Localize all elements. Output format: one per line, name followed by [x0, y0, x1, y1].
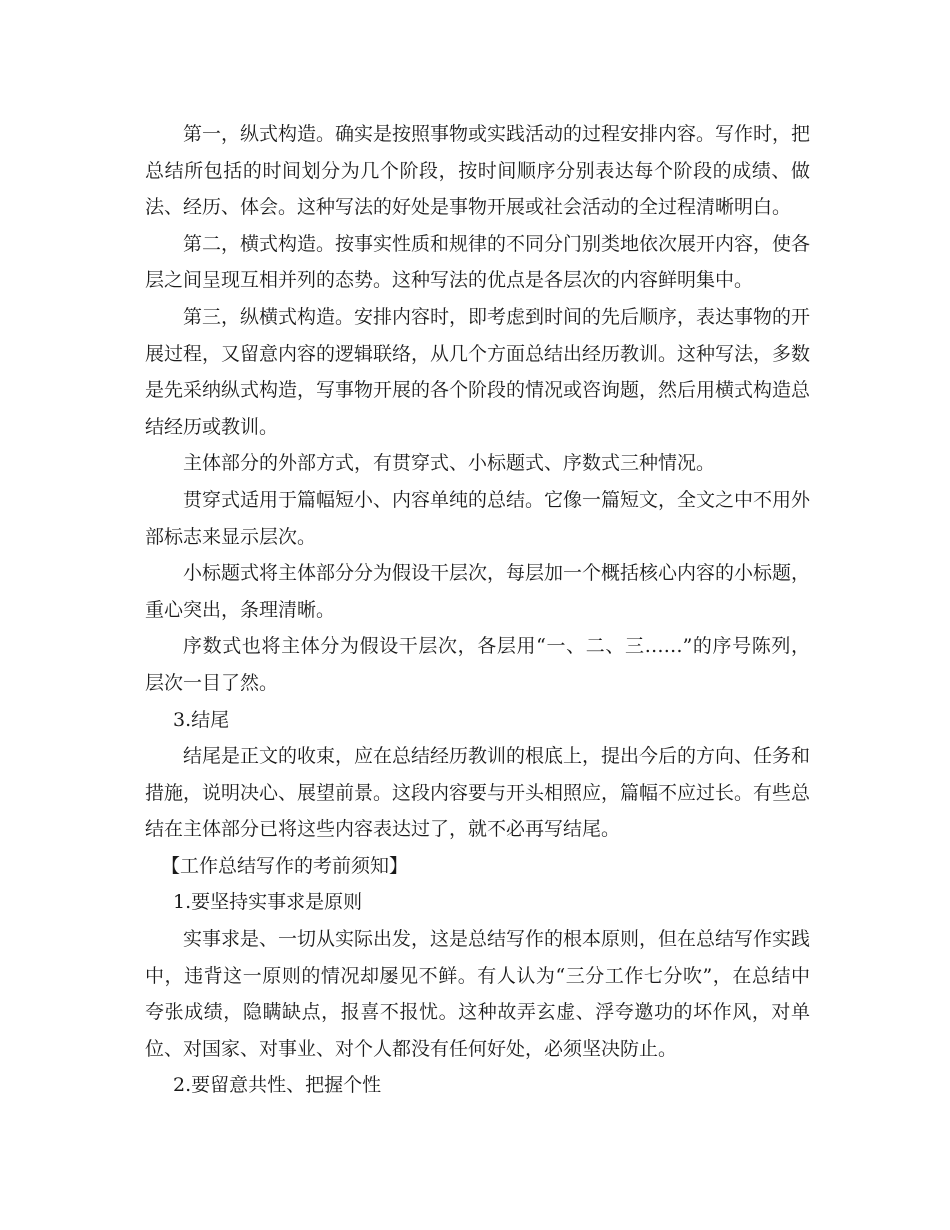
- paragraph-subtitle-style: 小标题式将主体部分分为假设干层次，每层加一个概括核心内容的小标题，重心突出，条理清晰。: [145, 562, 811, 621]
- paragraph-through-style: 贯穿式适用于篇幅短小、内容单纯的总结。它像一篇短文，全文之中不用外部标志来显示层次。: [145, 488, 811, 548]
- paragraph-main-body-forms: 主体部分的外部方式，有贯穿式、小标题式、序数式三种情况。: [183, 452, 716, 475]
- paragraph-ordinal-style: 序数式也将主体分为假设干层次，各层用“一、二、三……”的序号陈列，层次一目了然。: [145, 635, 810, 694]
- subheading-seek-truth: 1.要坚持实事求是原则: [173, 891, 363, 914]
- paragraph-ending: 结尾是正文的收束，应在总结经历教训的根底上，提出今后的方向、任务和措施，说明决心、展望前景。这段内容要与开头相照应，篇幅不应过长。有些总结在主体部分已将这些内容表达过了，就不必再写结尾。: [145, 745, 811, 841]
- section-heading-ending: 3.结尾: [173, 708, 230, 731]
- paragraph-combined-structure: 第三，纵横式构造。安排内容时，即考虑到时间的先后顺序，表达事物的开展过程，又留意内容的逻辑联络，从几个方面总结出经历教训。这种写法，多数是先采纳纵式构造，写事物开展的各个阶段的情况或咨询题，然后用横式构造总结经历或教训。: [145, 305, 811, 438]
- subheading-commonality: 2.要留意共性、把握个性: [173, 1074, 382, 1097]
- paragraph-seek-truth: 实事求是、一切从实际出发，这是总结写作的根本原则，但在总结写作实践中，违背这一原则的情况却屡见不鲜。有人认为“三分工作七分吹”，在总结中夸张成绩，隐瞒缺点，报喜不报忧。这种故弄玄虚、浮夸邀功的坏作风，对单位、对国家、对事业、对个人都没有任何好处，必须坚决防止。: [145, 928, 811, 1060]
- paragraph-vertical-structure: 第一，纵式构造。确实是按照事物或实践活动的过程安排内容。写作时，把总结所包括的时间划分为几个阶段，按时间顺序分别表达每个阶段的成绩、做法、经历、体会。这种写法的好处是事物开展或社会活动的全过程清晰明白。: [145, 123, 811, 219]
- section-heading-notes: 【工作总结写作的考前须知】: [161, 854, 409, 877]
- document-body: [145, 116, 810, 1104]
- paragraph-horizontal-structure: 第二，横式构造。按事实性质和规律的不同分门别类地依次展开内容，使各层之间呈现互相并列的态势。这种写法的优点是各层次的内容鲜明集中。: [145, 232, 811, 292]
